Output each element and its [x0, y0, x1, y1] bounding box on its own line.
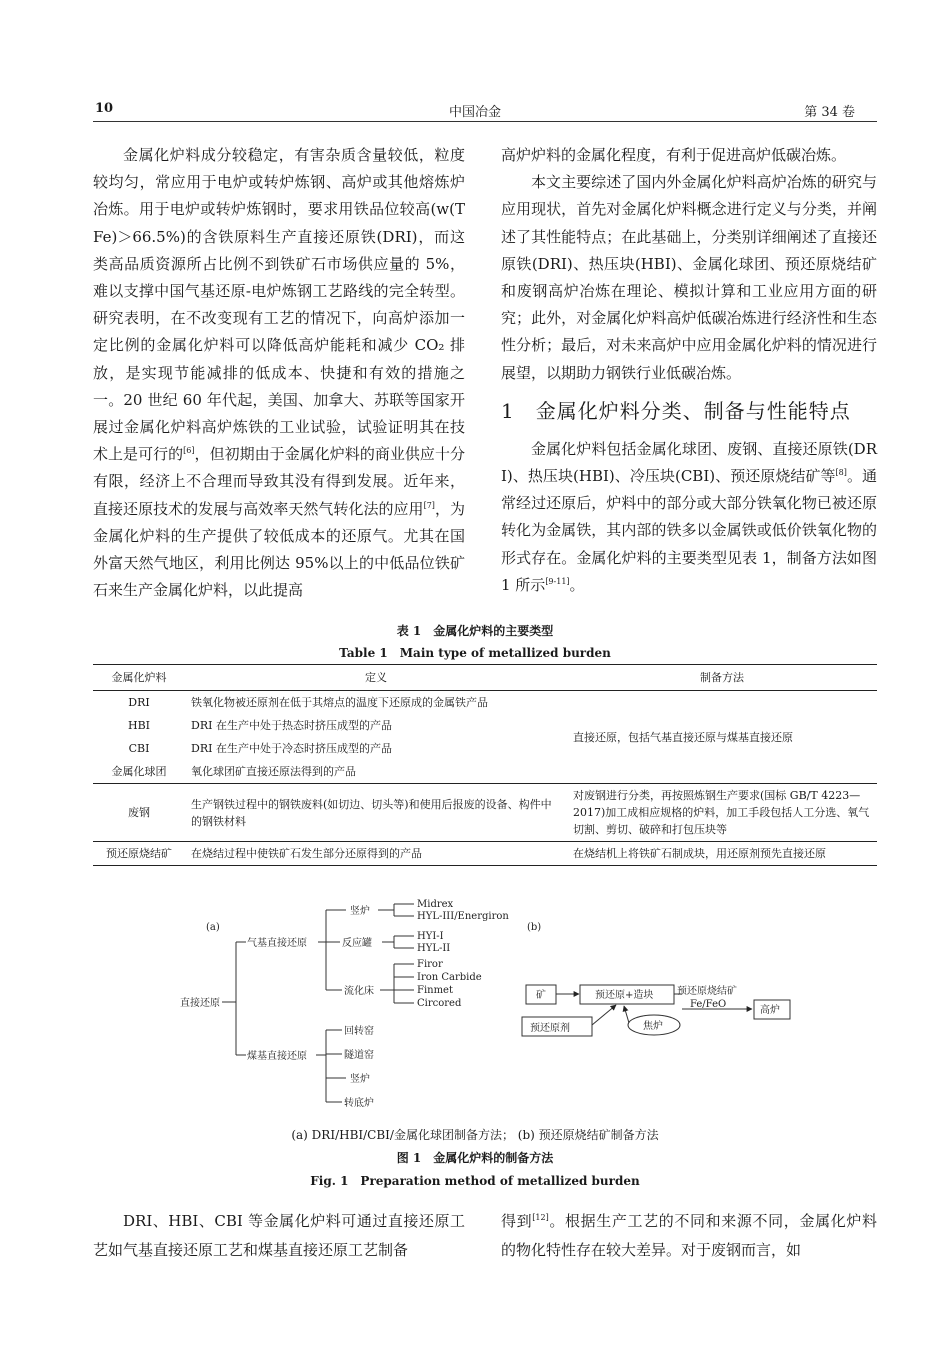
journal-name: 中国冶金 [448, 105, 501, 120]
bottom-right-column [501, 1207, 877, 1265]
table-row [93, 691, 877, 715]
row-definition: DRI 在生产中处于冷态时挤压成型的产品 [191, 742, 392, 755]
bottom-left-paragraph: DRI、HBI、CBI 等金属化炉料可通过直接还原工艺如气基直接还原工艺和煤基直接还原工艺制备 [93, 1212, 465, 1259]
label-reductant: 预还原剂 [530, 1023, 570, 1034]
citation-ref: [8] [835, 468, 847, 478]
proc-firor: Firor [417, 959, 443, 970]
left-paragraph: 金属化炉料成分较稳定，有害杂质含量较低，粒度较均匀，常应用于电炉或转炉炼钢、高炉或其他熔炼炉冶炼。用于电炉或转炉炼钢时，要求用铁品位较高(w(TFe)＞66.5%)的含铁原料生产直接还原铁(DRI)，而这类高品质资源所占比例不到铁矿石市场供应量的 5%，难以支撑中国气基还原-电炉炼钢工艺路线的完全转型。研究表明，在不改变现有工艺的情况下，向高炉添加一定比例的金属化炉料可以降低高炉能耗和减少 CO₂ 排放，是实现节能减排的低成本、快捷和有效的措施之一。20 世纪 60 年代起，美国、加拿大、苏联等国家开展过金属化炉料高炉炼铁的工业试验，试验证明其在技术上是可行的[6]，但初期由于金属化炉料的商业供应十分有限，经济上不合理而导致其没有得到发展。近年来，直接还原技术的发展与高效率天然气转化法的应用[7]，为金属化炉料的生产提供了较低成本的还原气。尤其在国外富天然气地区，利用比例达 95%以上的中低品位铁矿石来生产金属化炉料，以此提高 [93, 146, 465, 600]
table-caption-cn: 表 1 金属化炉料的主要类型 [396, 624, 554, 638]
citation-ref: [6] [183, 446, 195, 456]
node-gas-based: 气基直接还原 [247, 938, 307, 949]
label-coke: 焦炉 [643, 1021, 663, 1032]
row-name: 预还原烧结矿 [93, 842, 185, 866]
label-sinter: 预还原烧结矿 [677, 986, 737, 997]
right-continuation: 高炉炉料的金属化程度，有利于促进高炉低碳冶炼。 [501, 146, 847, 164]
section1-paragraph: 金属化炉料包括金属化球团、废钢、直接还原铁(DRI)、热压块(HBI)、冷压块(CBI)、预还原烧结矿等[8]。通常经过还原后，炉料中的部分或大部分铁氧化物已被还原转化为金属铁，其内部的铁多以金属铁或低价铁氧化物的形式存在。金属化炉料的主要类型见表 1，制备方法如图 1 所示[9-11]。 [501, 439, 877, 594]
row-definition: 在烧结过程中使铁矿石发生部分还原得到的产品 [185, 842, 567, 866]
proc-hyl-ii: HYL-II [417, 943, 451, 954]
fig-b-label: (b) [527, 922, 542, 933]
row-definition: DRI 在生产中处于热态时挤压成型的产品 [191, 719, 392, 732]
proc-tunnel-kiln: 隧道窑 [344, 1050, 374, 1061]
row-method: 在烧结机上将铁矿石制成块，用还原剂预先直接还原 [567, 842, 877, 866]
header-burden: 金属化炉料 [93, 665, 185, 691]
right-column [501, 142, 877, 599]
table-header-row [93, 665, 877, 691]
page-number: 10 [95, 101, 114, 116]
row-name: DRI [128, 696, 150, 709]
proc-shaft-coal: 竖炉 [350, 1074, 370, 1085]
row-name: 金属化球团 [111, 765, 167, 778]
metallized-burden-table [93, 664, 877, 866]
row-definition: 氧化球团矿直接还原法得到的产品 [191, 765, 356, 778]
table-row [93, 784, 877, 842]
left-column [93, 142, 465, 604]
header-method: 制备方法 [567, 665, 877, 691]
proc-finmet: Finmet [417, 985, 453, 996]
proc-rotary-kiln: 回转窑 [344, 1026, 374, 1037]
proc-hyl-iii: HYL-III/Energiron [417, 911, 509, 922]
node-shaft-furnace: 竖炉 [350, 906, 370, 917]
intro-paragraph: 本文主要综述了国内外金属化炉料高炉冶炼的研究与应用现状，首先对金属化炉料概念进行定义与分类，并阐述了其性能特点；在此基础上，分类别详细阐述了直接还原铁(DRI)、热压块(HBI)、金属化球团、预还原烧结矿和废钢高炉冶炼在理论、模拟计算和工业应用方面的研究；此外，对金属化炉料高炉低碳冶炼进行经济性和生态性分析；最后，对未来高炉中应用金属化炉料的情况进行展望，以期助力钢铁行业低碳冶炼。 [501, 173, 877, 382]
label-ore: 矿 [536, 990, 546, 1001]
citation-ref: [7] [423, 500, 435, 510]
table-caption-en: Table 1 Main type of metallized burden [339, 646, 611, 660]
row-name: CBI [128, 742, 150, 755]
proc-hyl-i: HYI-I [417, 931, 444, 942]
proc-iron-carbide: Iron Carbide [417, 972, 482, 983]
proc-circored: Circored [417, 998, 462, 1009]
row-name: 废钢 [93, 784, 185, 842]
citation-ref: [9-11] [545, 576, 570, 586]
section-heading: 1 金属化炉料分类、制备与性能特点 [501, 398, 851, 423]
volume-label: 第 34 卷 [804, 105, 855, 120]
node-direct-reduction: 直接还原 [180, 998, 220, 1009]
label-fe-feo: Fe/FeO [690, 999, 727, 1010]
figure-caption-en: Fig. 1 Preparation method of metallized burden [310, 1174, 640, 1188]
row-method: 对废钢进行分类，再按照炼钢生产要求(国标 GB/T 4223—2017)加工成相应规格的炉料，加工手段包括人工分选、氧气切割、剪切、破碎和打包压块等 [567, 784, 877, 842]
figure-caption-cn: 图 1 金属化炉料的制备方法 [396, 1151, 554, 1165]
bottom-right-paragraph: 得到[12]。根据生产工艺的不同和来源不同，金属化炉料的物化特性存在较大差异。对于废钢而言，如 [501, 1212, 877, 1259]
proc-rotary-hearth: 转底炉 [344, 1098, 374, 1109]
proc-midrex: Midrex [417, 899, 454, 910]
bottom-left-column [93, 1207, 465, 1265]
node-retort: 反应罐 [342, 938, 372, 949]
row-definition: 生产钢铁过程中的钢铁废料(如切边、切头等)和使用后报废的设备、构件中的钢铁材料 [185, 784, 567, 842]
fig-a-label: (a) [206, 922, 220, 933]
header-rule [93, 121, 877, 122]
row-name: HBI [127, 719, 151, 732]
figure-subcaption: (a) DRI/HBI/CBI/金属化球团制备方法； (b) 预还原烧结矿制备方法 [291, 1128, 659, 1142]
row-definition: 铁氧化物被还原剂在低于其熔点的温度下还原成的金属铁产品 [191, 696, 488, 709]
citation-ref: [12] [532, 1213, 549, 1222]
node-fluidized-bed: 流化床 [344, 986, 374, 997]
row-method-merged: 直接还原，包括气基直接还原与煤基直接还原 [573, 730, 793, 744]
figure-1a-tree [222, 904, 414, 1102]
table-row [93, 842, 877, 866]
figure-1 [0, 892, 950, 1124]
label-blast-furnace: 高炉 [760, 1005, 780, 1016]
label-prereduce: 预还原+造块 [595, 990, 654, 1001]
node-coal-based: 煤基直接还原 [247, 1051, 307, 1062]
header-definition: 定义 [185, 665, 567, 691]
